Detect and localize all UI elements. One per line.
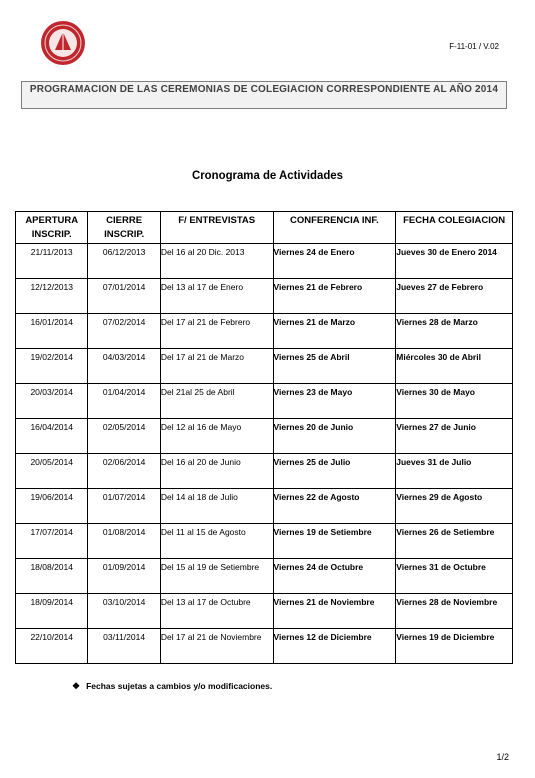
apertura-date-cell: 20/05/2014 [16,454,88,489]
cierre-date-cell: 02/06/2014 [88,454,160,489]
colegiacion-date-cell: Viernes 26 de Setiembre [396,524,513,559]
table-row [16,594,513,629]
apertura-date-cell: 12/12/2013 [16,279,88,314]
cierre-date-cell: 01/07/2014 [88,489,160,524]
section-subtitle: Cronograma de Actividades [192,168,343,182]
page-number: 1/2 [496,752,509,762]
cierre-date-cell: 07/01/2014 [88,279,160,314]
cierre-date-cell: 01/09/2014 [88,559,160,594]
table-row [16,559,513,594]
conferencia-date-cell: Viernes 22 de Agosto [273,489,396,524]
conferencia-date-cell: Viernes 21 de Noviembre [273,594,396,629]
cierre-date-cell: 03/10/2014 [88,594,160,629]
column-header-apertura: APERTURA INSCRIP. [16,212,88,244]
table-row [16,314,513,349]
conferencia-date-cell: Viernes 24 de Octubre [273,559,396,594]
apertura-date-cell: 18/08/2014 [16,559,88,594]
apertura-date-cell: 20/03/2014 [16,384,88,419]
cierre-date-cell: 03/11/2014 [88,629,160,664]
table-row [16,349,513,384]
colegiacion-date-cell: Jueves 27 de Febrero [396,279,513,314]
conferencia-date-cell: Viernes 19 de Setiembre [273,524,396,559]
entrevistas-range-cell: Del 17 al 21 de Noviembre [160,629,273,664]
column-header-cierre: CIERRE INSCRIP. [88,212,160,244]
apertura-date-cell: 19/02/2014 [16,349,88,384]
diamond-bullet-icon: ❖ [72,681,81,691]
apertura-date-cell: 19/06/2014 [16,489,88,524]
form-code: F-11-01 / V.02 [449,42,499,51]
conferencia-date-cell: Viernes 12 de Diciembre [273,629,396,664]
entrevistas-range-cell: Del 12 al 16 de Mayo [160,419,273,454]
conferencia-date-cell: Viernes 25 de Julio [273,454,396,489]
colegiacion-date-cell: Viernes 31 de Octubre [396,559,513,594]
cierre-date-cell: 06/12/2013 [88,244,160,279]
colegiacion-date-cell: Viernes 28 de Marzo [396,314,513,349]
cierre-date-cell: 02/05/2014 [88,419,160,454]
colegiacion-date-cell: Miércoles 30 de Abril [396,349,513,384]
conferencia-date-cell: Viernes 21 de Marzo [273,314,396,349]
colegiacion-date-cell: Viernes 19 de Diciembre [396,629,513,664]
apertura-date-cell: 16/04/2014 [16,419,88,454]
cierre-date-cell: 04/03/2014 [88,349,160,384]
table-row [16,279,513,314]
table-row [16,419,513,454]
document-title: PROGRAMACION DE LAS CEREMONIAS DE COLEGIACION CORRESPONDIENTE AL AÑO 2014 [21,81,507,109]
entrevistas-range-cell: Del 13 al 17 de Octubre [160,594,273,629]
column-header-entrevistas: F/ ENTREVISTAS [160,212,273,244]
conferencia-date-cell: Viernes 21 de Febrero [273,279,396,314]
colegiacion-date-cell: Viernes 29 de Agosto [396,489,513,524]
entrevistas-range-cell: Del 16 al 20 Dic. 2013 [160,244,273,279]
colegiacion-date-cell: Viernes 30 de Mayo [396,384,513,419]
conferencia-date-cell: Viernes 23 de Mayo [273,384,396,419]
colegiacion-date-cell: Viernes 27 de Junio [396,419,513,454]
cierre-date-cell: 01/04/2014 [88,384,160,419]
footnote [72,681,272,692]
column-header-colegiacion: FECHA COLEGIACION [396,212,513,244]
column-header-conferencia: CONFERENCIA INF. [273,212,396,244]
schedule-table [15,211,513,664]
table-row [16,384,513,419]
entrevistas-range-cell: Del 16 al 20 de Junio [160,454,273,489]
entrevistas-range-cell: Del 21al 25 de Abril [160,384,273,419]
apertura-date-cell: 18/09/2014 [16,594,88,629]
cierre-date-cell: 07/02/2014 [88,314,160,349]
table-row [16,489,513,524]
colegiacion-date-cell: Viernes 28 de Noviembre [396,594,513,629]
institution-logo [40,20,86,66]
entrevistas-range-cell: Del 17 al 21 de Febrero [160,314,273,349]
entrevistas-range-cell: Del 13 al 17 de Enero [160,279,273,314]
apertura-date-cell: 16/01/2014 [16,314,88,349]
entrevistas-range-cell: Del 14 al 18 de Julio [160,489,273,524]
entrevistas-range-cell: Del 15 al 19 de Setiembre [160,559,273,594]
apertura-date-cell: 22/10/2014 [16,629,88,664]
conferencia-date-cell: Viernes 25 de Abril [273,349,396,384]
apertura-date-cell: 21/11/2013 [16,244,88,279]
apertura-date-cell: 17/07/2014 [16,524,88,559]
table-row [16,629,513,664]
table-row [16,454,513,489]
footnote-text: Fechas sujetas a cambios y/o modificaciones. [86,681,273,691]
colegiacion-date-cell: Jueves 30 de Enero 2014 [396,244,513,279]
entrevistas-range-cell: Del 11 al 15 de Agosto [160,524,273,559]
entrevistas-range-cell: Del 17 al 21 de Marzo [160,349,273,384]
table-header-row [16,212,513,244]
colegiacion-date-cell: Jueves 31 de Julio [396,454,513,489]
table-row [16,524,513,559]
table-row [16,244,513,279]
conferencia-date-cell: Viernes 20 de Junio [273,419,396,454]
cierre-date-cell: 01/08/2014 [88,524,160,559]
conferencia-date-cell: Viernes 24 de Enero [273,244,396,279]
